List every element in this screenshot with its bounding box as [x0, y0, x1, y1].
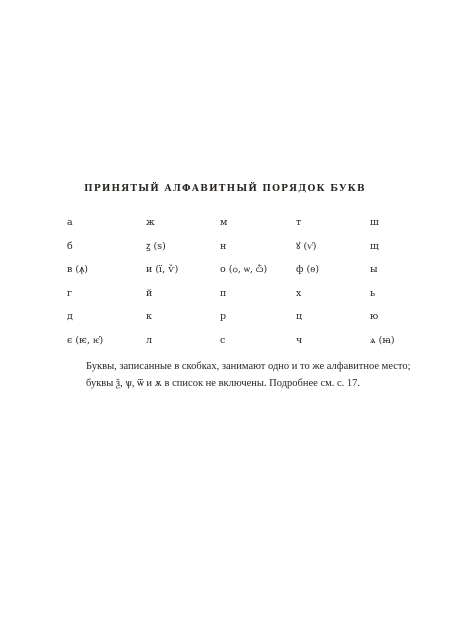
- letter-cell: ш: [370, 217, 379, 228]
- letter-cell: л: [146, 334, 153, 346]
- letter-cell: и (ї, ѷ): [146, 264, 179, 275]
- letter-cell: ь: [370, 287, 376, 299]
- letter-cell: ꙋ (ѵ҆): [296, 240, 317, 252]
- letter-cell: р: [220, 311, 227, 322]
- letter-cell: й: [146, 287, 153, 299]
- letter-cell: а: [67, 217, 73, 228]
- letter-cell: м: [220, 217, 228, 228]
- alphabet-row: [67, 216, 397, 240]
- letter-cell: ю: [370, 311, 379, 322]
- alphabet-table: [67, 216, 397, 357]
- letter-cell: о (ѻ, ѡ, ѽ): [220, 264, 268, 275]
- alphabet-row: [67, 334, 397, 358]
- letter-cell: т: [296, 217, 302, 228]
- footnote-line: буквы ѯ, ѱ, ѿ и ѫ в список не включены. Подробнее см. с. 17.: [86, 378, 361, 389]
- letter-cell: д: [67, 311, 73, 322]
- letter-cell: ф (ѳ): [296, 264, 320, 275]
- letter-cell: ы: [370, 264, 378, 275]
- letter-cell: п: [220, 287, 227, 299]
- letter-cell: ц: [296, 311, 303, 322]
- alphabet-row: [67, 263, 397, 287]
- letter-cell: в (ꙟ): [67, 264, 88, 275]
- letter-cell: н: [220, 240, 227, 252]
- letter-cell: б: [67, 240, 73, 252]
- letter-cell: ж: [146, 217, 155, 228]
- page-title: ПРИНЯТЫЙ АЛФАВИТНЫЙ ПОРЯДОК БУКВ: [84, 184, 366, 194]
- letter-cell: ѧ (ꙗ): [370, 334, 395, 346]
- alphabet-row: [67, 310, 397, 334]
- alphabet-row: [67, 240, 397, 264]
- letter-cell: ꙁ (ѕ): [146, 240, 166, 252]
- letter-cell: є (ѥ, ѥ҆): [67, 334, 104, 346]
- letter-cell: г: [67, 287, 72, 299]
- alphabet-row: [67, 287, 397, 311]
- footnote-text: [86, 358, 411, 392]
- footnote-line: Буквы, записанные в скобках, занимают одно и то же алфавитное место;: [86, 361, 411, 372]
- letter-cell: х: [296, 287, 302, 299]
- letter-cell: к: [146, 311, 152, 322]
- letter-cell: с: [220, 334, 226, 346]
- letter-cell: ч: [296, 334, 303, 346]
- letter-cell: щ: [370, 240, 379, 252]
